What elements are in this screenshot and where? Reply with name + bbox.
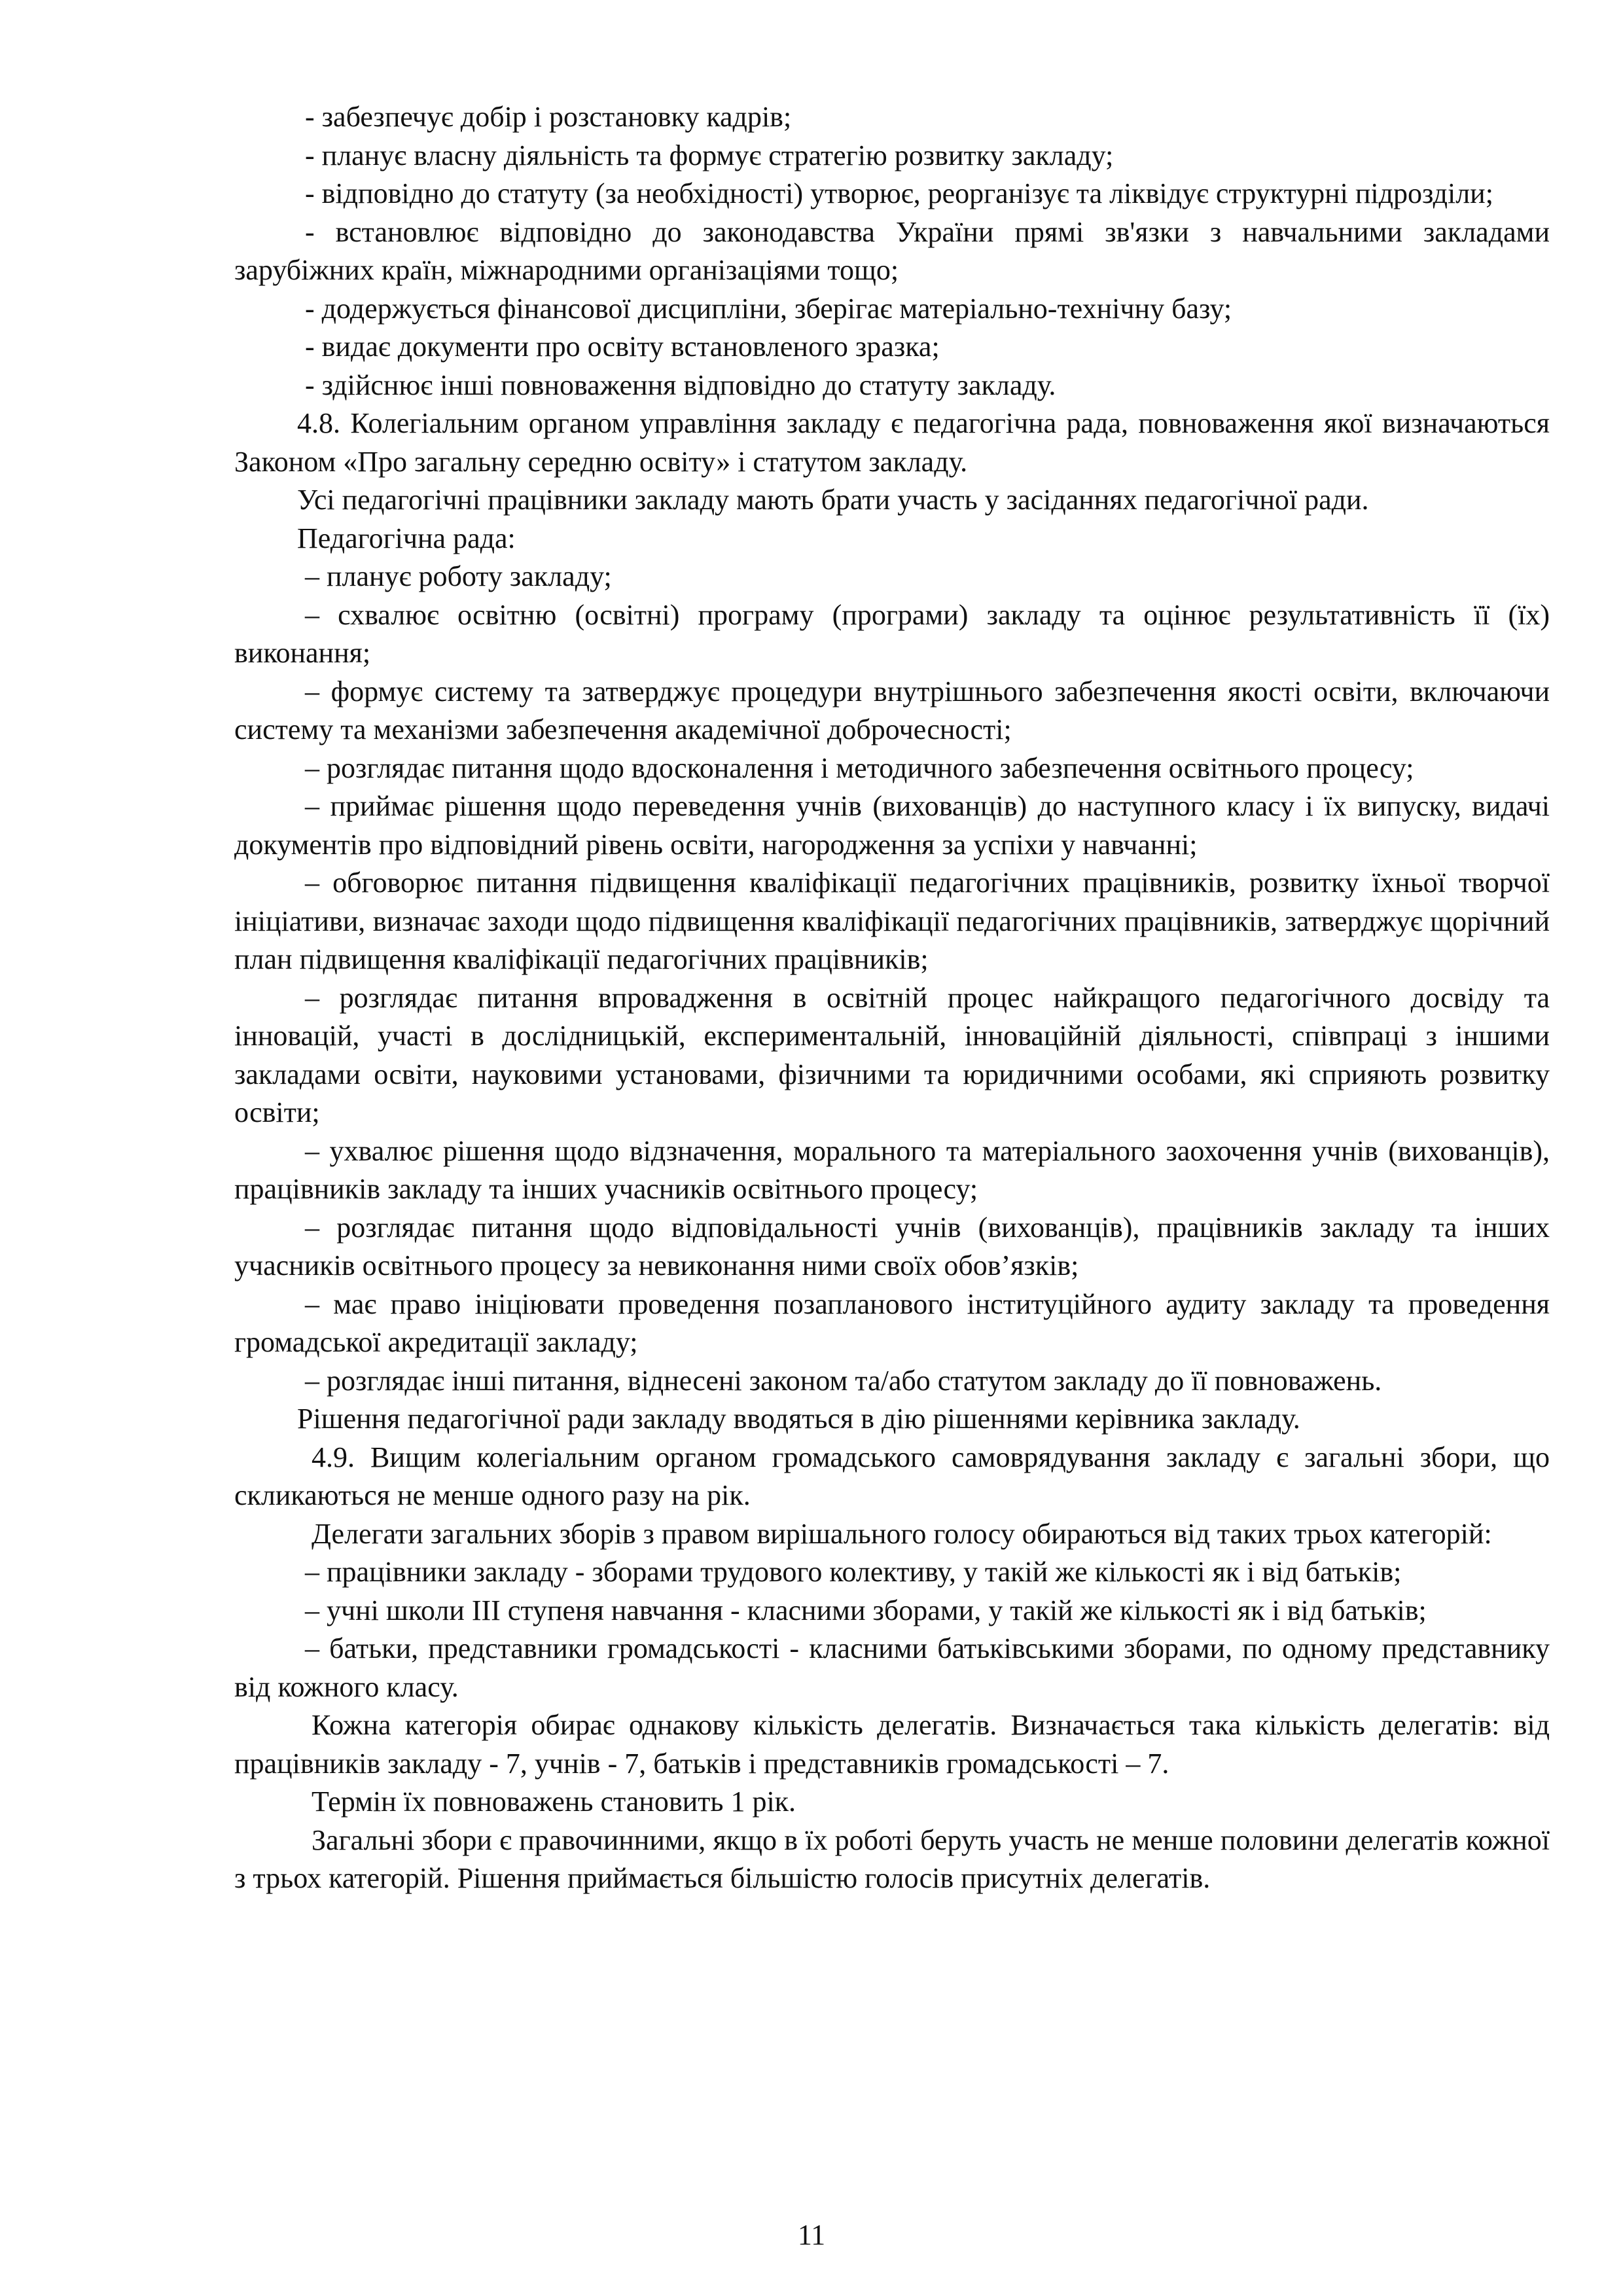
paragraph: Делегати загальних зборів з правом вирішального голосу обираються від таких трьох категорій: [312, 1517, 1492, 1550]
list-item: – учні школи ІІІ ступеня навчання - класними зборами, у такій же кількості як і від батьків; [305, 1594, 1427, 1626]
list-item: - забезпечує добір і розстановку кадрів; [305, 101, 792, 133]
list-item: – розглядає інші питання, віднесені законом та/або статутом закладу до її повноважень. [305, 1364, 1382, 1397]
list-item: – працівники закладу - зборами трудового колективу, у такій же кількості як і від батьків; [305, 1556, 1402, 1588]
list-item: - здійснює інші повноваження відповідно до статуту закладу. [305, 368, 1056, 401]
list-item: – ухвалює рішення щодо відзначення, морального та матеріального заохочення учнів (вихованців), працівників закладу та інших учасників освітнього процесу; [234, 1134, 1550, 1205]
paragraph: Кожна категорія обирає однакову кількість делегатів. Визначається така кількість делегатів: від працівників закладу - 7, учнів - 7, батьків і представників громадськості – 7. [234, 1709, 1550, 1780]
list-item: – планує роботу закладу; [305, 560, 612, 592]
list-item: - встановлює відповідно до законодавства України прямі зв'язки з навчальними закладами зарубіжних країн, міжнародними організаціями тощо; [234, 215, 1550, 286]
page-number: 11 [797, 2219, 826, 2251]
list-item: – батьки, представники громадськості - класними батьківськими зборами, по одному представнику від кожного класу. [234, 1632, 1550, 1703]
list-item: - додержується фінансової дисципліни, зберігає матеріально-технічну базу; [305, 292, 1232, 325]
body-text [234, 98, 1550, 1898]
paragraph: Рішення педагогічної ради закладу вводяться в дію рішеннями керівника закладу. [297, 1403, 1300, 1435]
list-item: – має право ініціювати проведення позапланового інституційного аудиту закладу та проведення громадської акредитації закладу; [234, 1287, 1550, 1358]
list-item: – розглядає питання щодо відповідальності учнів (вихованців), працівників закладу та інших учасників освітнього процесу за невиконання ними своїх обов’язків; [234, 1211, 1550, 1282]
paragraph: Загальні збори є правочинними, якщо в їх роботі беруть участь не менше половини делегатів кожної з трьох категорій. Рішення приймається більшістю голосів присутніх делегатів. [234, 1823, 1550, 1894]
list-item: – розглядає питання щодо вдосконалення і методичного забезпечення освітнього процесу; [305, 751, 1414, 784]
list-item: – схвалює освітню (освітні) програму (програми) закладу та оцінює результативність її (їх) виконання; [234, 598, 1550, 669]
list-item: – обговорює питання підвищення кваліфікації педагогічних працівників, розвитку їхньої творчої ініціативи, визначає заходи щодо підвищення кваліфікації педагогічних працівників, затверджує щорічний план підвищення кваліфікації педагогічних працівників; [234, 867, 1550, 975]
paragraph: Педагогічна рада: [297, 522, 516, 554]
paragraph: 4.8. Колегіальним органом управління закладу є педагогічна рада, повноваження якої визначаються Законом «Про загальну середню освіту» і статутом закладу. [234, 407, 1550, 478]
list-item: - планує власну діяльність та формує стратегію розвитку закладу; [305, 139, 1114, 171]
list-item: - видає документи про освіту встановленого зразка; [305, 331, 940, 363]
paragraph: 4.9. Вищим колегіальним органом громадського самоврядування закладу є загальні збори, що скликаються не менше одного разу на рік. [234, 1441, 1550, 1511]
list-item: – формує систему та затверджує процедури внутрішнього забезпечення якості освіти, включаючи систему та механізми забезпечення академічної доброчесності; [234, 675, 1550, 745]
paragraph: Термін їх повноважень становить 1 рік. [312, 1785, 796, 1818]
list-item: - відповідно до статуту (за необхідності) утворює, реорганізує та ліквідує структурні підрозділи; [305, 177, 1493, 209]
list-item: – приймає рішення щодо переведення учнів (вихованців) до наступного класу і їх випуску, видачі документів про відповідний рівень освіти, нагородження за успіхи у навчанні; [234, 790, 1550, 861]
paragraph: Усі педагогічні працівники закладу мають брати участь у засіданнях педагогічної ради. [297, 484, 1369, 516]
list-item: – розглядає питання впровадження в освітній процес найкращого педагогічного досвіду та інновацій, участі в дослідницькій, експериментальній, інноваційній діяльності, співпраці з іншими закладами освіти, науковими установами, фізичними та юридичними особами, які сприяють розвитку освіти; [234, 981, 1550, 1128]
document-page [234, 98, 1550, 1898]
